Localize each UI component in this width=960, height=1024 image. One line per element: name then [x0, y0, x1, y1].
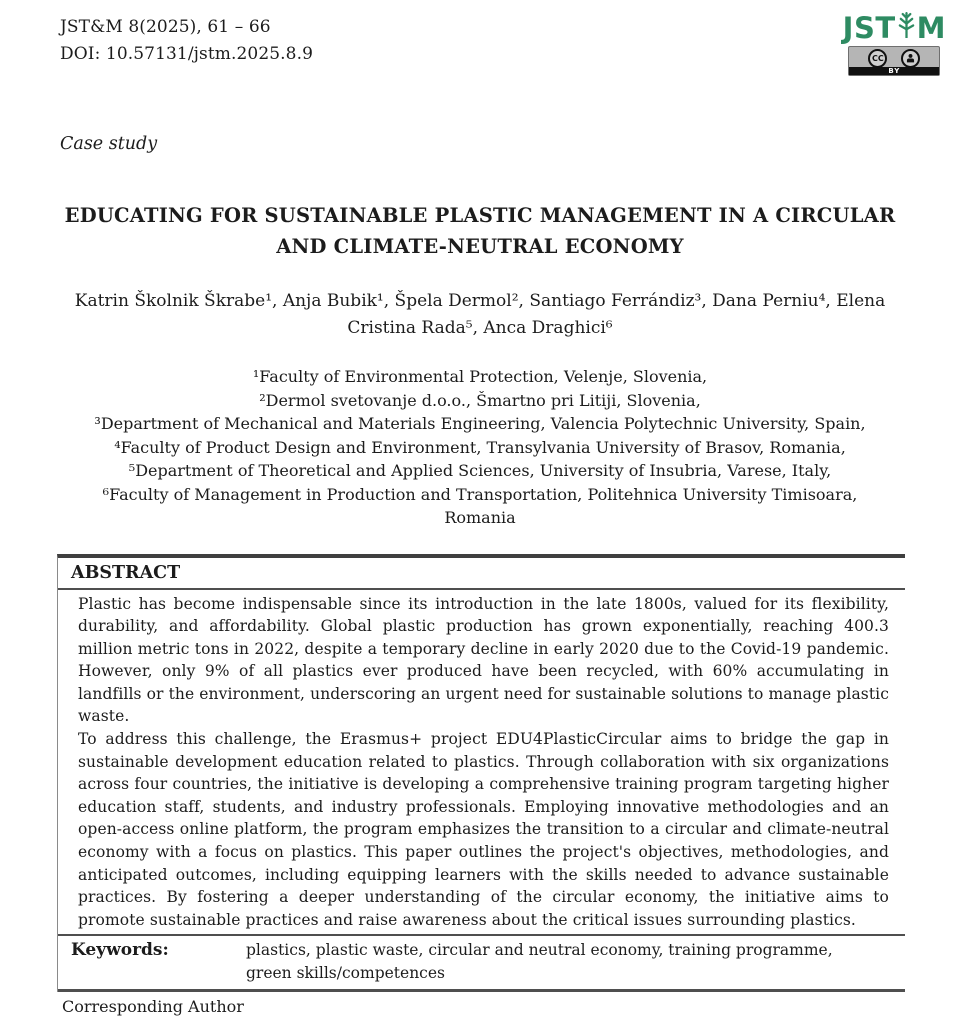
affiliation-line: ³Department of Mechanical and Materials Engineering, Valencia Polytechnic University, Spain,	[94, 414, 866, 433]
keywords-label: Keywords:	[71, 940, 169, 961]
cc-by-bar	[849, 67, 939, 75]
person-icon	[901, 49, 920, 68]
affiliation-line: ⁵Department of Theoretical and Applied Sciences, University of Insubria, Varese, Italy,	[128, 461, 832, 480]
abstract-body	[58, 590, 905, 935]
cc-icon: CC	[868, 49, 887, 68]
keywords-value: plastics, plastic waste, circular and neutral economy, training programme, green skills/competences	[246, 941, 833, 983]
affiliations-block	[40, 365, 920, 530]
abstract-heading: ABSTRACT	[58, 558, 905, 590]
journal-reference: JST&M 8(2025), 61 – 66	[60, 17, 271, 37]
jstm-logo	[843, 12, 946, 43]
article-type-label: Case study	[60, 134, 158, 154]
paper-title: EDUCATING FOR SUSTAINABLE PLASTIC MANAGEMENT IN A CIRCULAR AND CLIMATE-NEUTRAL ECONOMY	[64, 204, 896, 258]
abstract-section	[57, 554, 905, 993]
authors-line: Katrin Školnik Škrabe¹, Anja Bubik¹, Špela Dermol², Santiago Ferrándiz³, Dana Perniu⁴, Elena Cristina Rada⁵, Anca Draghici⁶	[74, 291, 886, 338]
cc-by-license-badge	[848, 46, 940, 76]
logo-text-right: M	[916, 11, 946, 45]
logo-text-left: JST	[842, 11, 896, 45]
affiliation-line: ⁴Faculty of Product Design and Environment, Transylvania University of Brasov, Romania,	[114, 437, 846, 457]
affiliation-line: ²Dermol svetovanje d.o.o., Šmartno pri Litiji, Slovenia,	[259, 390, 701, 410]
page-header	[0, 0, 960, 76]
keywords-row	[58, 934, 905, 992]
affiliation-line: Romania	[444, 508, 516, 527]
affiliation-line: ¹Faculty of Environmental Protection, Velenje, Slovenia,	[252, 367, 708, 386]
tree-icon	[897, 12, 916, 43]
by-label: BY	[888, 67, 901, 75]
journal-info	[60, 14, 313, 68]
doi-line: DOI: 10.57131/jstm.2025.8.9	[60, 44, 314, 64]
affiliation-line: ⁶Faculty of Management in Production and Transportation, Politehnica University Timisoara,	[102, 484, 858, 504]
branding-block	[843, 12, 946, 76]
corresponding-author-partial: Corresponding Author	[62, 997, 244, 1017]
abstract-paragraph: To address this challenge, the Erasmus+ project EDU4PlasticCircular aims to bridge the gap in sustainable development education related to plastics. Through collaboration with six organizations across four countries, the initiative is developing a comprehensive training program targeting higher education staff, students, and industry professionals. Employing innovative methodologies and an open-access online platform, the program emphasizes the transition to a circular and climate-neutral economy with a focus on plastics. This paper outlines the project's objectives, methodologies, and anticipated outcomes, including equipping learners with the skills needed to advance sustainable practices. By fostering a deeper understanding of the circular economy, the initiative aims to promote sustainable practices and raise awareness about the critical issues surrounding plastics.	[78, 730, 889, 929]
abstract-paragraph: Plastic has become indispensable since its introduction in the late 1800s, valued for its flexibility, durability, and affordability. Global plastic production has grown exponentially, reaching 400.3 million metric tons in 2022, despite a temporary decline in early 2020 due to the Covid-19 pandemic. However, only 9% of all plastics ever produced have been recycled, with 60% accumulating in landfills or the environment, underscoring an urgent need for sustainable solutions to manage plastic waste.	[78, 594, 889, 726]
